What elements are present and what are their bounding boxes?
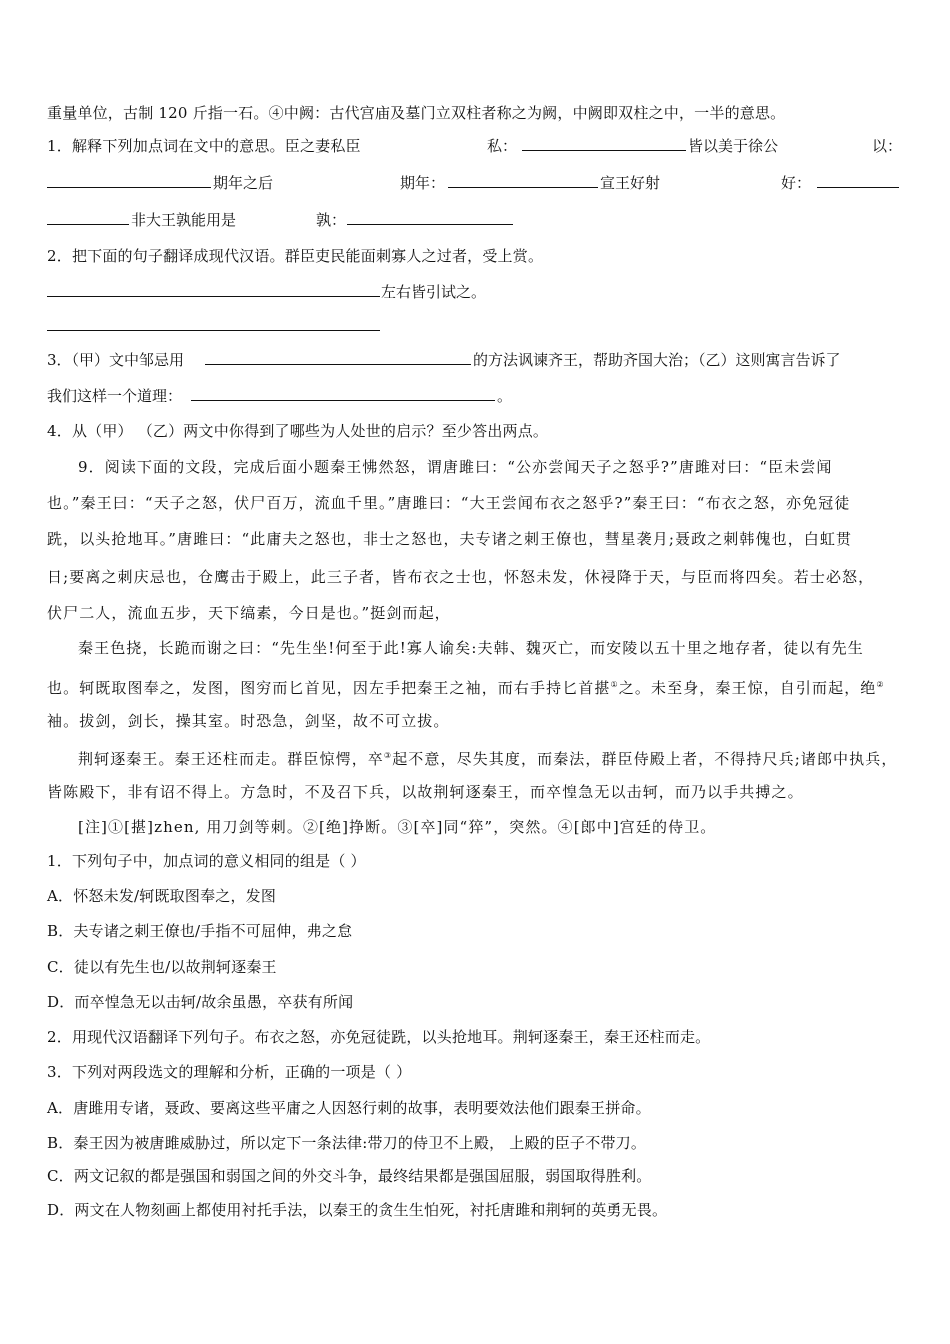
footnote-mark: ② (876, 680, 885, 689)
passage-line: 跣，以头抢地耳。”唐雎曰：“此庸夫之怒也，非士之怒也，夫专诸之刺王僚也，彗星袭月;聂政之刺韩傀也，白虹贯 (47, 530, 853, 548)
q2-prompt-b: 左右皆引试之。 (381, 283, 487, 301)
passage-line: 也。”秦王曰：“天子之怒，伏尸百万，流血千里。”唐雎曰：“大王尝闻布衣之怒乎?”秦王曰：“布衣之怒，亦免冠徒 (47, 494, 851, 512)
footnote-line: 重量单位，古制 120 斤指一石。④中阙：古代宫庙及墓门立双柱者称之为阙，中阙即双柱之中，一半的意思。 (47, 104, 786, 122)
q1-jie: 皆以美于徐公 (688, 137, 779, 155)
q1-si-label: 私： (487, 137, 518, 155)
passage-line: 荆轲逐秦王。秦王还柱而走。群臣惊愕，卒③起不意，尽失其度，而秦法，群臣侍殿上者，不得持尺兵;诸郎中执兵， (78, 750, 898, 768)
footnote-mark: ① (610, 680, 619, 689)
sub-q1-option-d[interactable]: D．而卒惶急无以击轲/故余虽愚，卒获有所闻 (47, 993, 354, 1011)
q3-end: 。 (497, 387, 513, 405)
q1-si-blank[interactable] (522, 136, 686, 156)
footnote-mark: ③ (383, 751, 393, 760)
q1-yi-label: 以： (872, 137, 903, 155)
q1-hao-label: 好： (781, 174, 812, 192)
q1-shu-blank[interactable] (347, 210, 513, 230)
passage-line: 也。轲既取图奉之，发图，图穷而匕首见，因左手把秦王之袖，而右手持匕首揕①之。未至身，秦王惊，自引而起，绝② (47, 679, 885, 697)
passage-line: 伏尸二人，流血五步，天下缟素，今日是也。”挺剑而起， (47, 604, 451, 622)
sub-q1-option-a[interactable]: A．怀怒未发/轲既取图奉之，发图 (47, 887, 277, 905)
passage-line: 日;要离之刺庆忌也，仓鹰击于殿上，此三子者，皆布衣之士也，怀怒未发，休祲降于天，与臣而将四矣。若士必怒， (47, 568, 875, 586)
q3-part-c: 我们这样一个道理： (47, 387, 183, 405)
q1-feida: 非大王孰能用是 (131, 211, 237, 229)
q1-hao-blank-cont[interactable] (47, 210, 129, 230)
q3-part-a: 3．（甲）文中邹忌用 (47, 351, 185, 369)
q3-blank-2[interactable] (191, 386, 495, 406)
sub-q3-option-d[interactable]: D．两文在人物刻画上都使用衬托手法，以秦王的贪生生怕死，衬托唐雎和荆轲的英勇无畏。 (47, 1201, 668, 1219)
q1-qi-blank[interactable] (448, 173, 598, 193)
q1-hao-blank[interactable] (817, 173, 899, 193)
sub-q3-option-a[interactable]: A．唐雎用专诸，聂政、要离这些平庸之人因怒行刺的故事，表明要效法他们跟秦王拼命。 (47, 1099, 651, 1117)
q1-xuanwang: 宣王好射 (600, 174, 661, 192)
q3-part-b: 的方法讽谏齐王，帮助齐国大治；（乙）这则寓言告诉了 (473, 351, 841, 369)
q1-intro: 1．解释下列加点词在文中的意思。臣之妻私臣 (47, 137, 361, 155)
sub-q1: 1．下列句子中，加点词的意义相同的组是（ ） (47, 852, 366, 870)
q2-answer-blank-2[interactable] (47, 316, 380, 336)
sub-q1-option-b[interactable]: B．夫专诸之刺王僚也/手指不可屈伸，弗之怠 (47, 922, 353, 940)
q2-answer-blank-1[interactable] (47, 282, 380, 302)
sub-q3-option-b[interactable]: B．秦王因为被唐雎威胁过，所以定下一条法律:带刀的侍卫不上殿， 上殿的臣子不带刀。 (47, 1134, 647, 1152)
q4-prompt: 4．从（甲） （乙）两文中你得到了哪些为人处世的启示？至少答出两点。 (47, 422, 549, 440)
sub-q2: 2．用现代汉语翻译下列句子。布衣之怒，亦免冠徒跣，以头抢地耳。荆轲逐秦王，秦王还柱而走。 (47, 1028, 711, 1046)
q2-prompt: 2．把下面的句子翻译成现代汉语。群臣吏民能面刺寡人之过者，受上赏。 (47, 247, 544, 265)
q1-yi-blank[interactable] (47, 173, 211, 193)
passage-line: 袖。拔剑，剑长，操其室。时恐急，剑坚，故不可立拔。 (47, 712, 450, 730)
passage-line: 9．阅读下面的文段，完成后面小题秦王怫然怒，谓唐雎曰：“公亦尝闻天子之怒乎?”唐雎对曰：“臣未尝闻 (78, 458, 833, 476)
sub-q1-option-c[interactable]: C．徒以有先生也/以故荆轲逐秦王 (47, 958, 277, 976)
passage-line: 秦王色挠，长跪而谢之曰：“先生坐!何至于此!寡人谕矣:夫韩、魏灭亡，而安陵以五十里之地存者，徒以有先生 (78, 639, 864, 657)
q3-blank-1[interactable] (205, 350, 471, 370)
q1-qi-label: 期年： (400, 174, 446, 192)
q1-shu-label: 孰： (316, 211, 347, 229)
q1-qinian: 期年之后 (213, 174, 274, 192)
sub-q3: 3．下列对两段选文的理解和分析，正确的一项是（ ） (47, 1063, 412, 1081)
passage-notes: [注]①[揕]zhen, 用刀剑等刺。②[绝]挣断。③[卒]同“猝”，突然。④[郎中]宫廷的侍卫。 (78, 818, 717, 836)
passage-line: 皆陈殿下，非有诏不得上。方急时，不及召下兵，以故荆轲逐秦王，而卒惶急无以击轲，而乃以手共搏之。 (47, 783, 804, 801)
sub-q3-option-c[interactable]: C．两文记叙的都是强国和弱国之间的外交斗争，最终结果都是强国屈服，弱国取得胜利。 (47, 1167, 652, 1185)
